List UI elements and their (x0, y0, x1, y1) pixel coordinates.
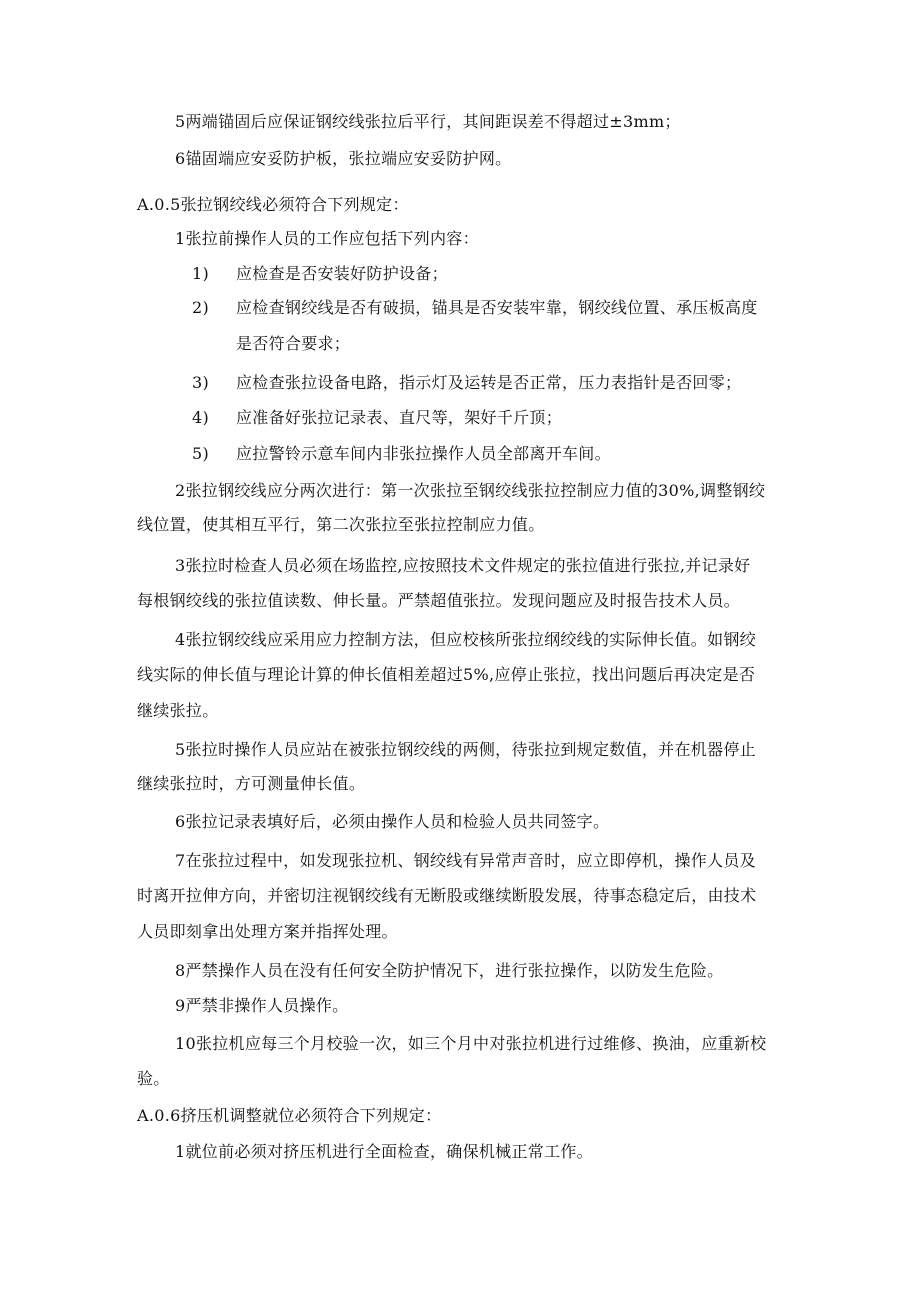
section-a06-heading: A.0.6挤压机调整就位必须符合下列规定： (137, 1106, 442, 1125)
a05-paragraph-2-line-2: 线位置，使其相互平行，第二次张拉至张拉控制应力值。 (137, 515, 545, 534)
sub-item-number: 1) (192, 264, 210, 283)
a05-paragraph-10-line-1: 10张拉机应每三个月校验一次，如三个月中对张拉机进行过维修、换油，应重新校 (175, 1034, 767, 1053)
a05-paragraph-3-line-2: 每根钢绞线的张拉值读数、伸长量。严禁超值张拉。发现问题应及时报告技术人员。 (137, 591, 741, 610)
a05-paragraph-3-line-1: 3张拉时检查人员必须在场监控,应按照技术文件规定的张拉值进行张拉,并记录好 (175, 556, 751, 575)
a06-paragraph-1: 1就位前必须对挤压机进行全面检查，确保机械正常工作。 (175, 1142, 593, 1161)
a05-paragraph-4-line-2: 线实际的伸长值与理论计算的伸长值相差超过5%,应停止张拉，找出问题后再决定是否 (137, 665, 756, 684)
sub-item-number: 2) (192, 298, 210, 317)
a05-paragraph-7-line-1: 7在张拉过程中，如发现张拉机、钢绞线有异常声音时，应立即停机，操作人员及 (175, 851, 756, 870)
sub-item-text: 应检查是否安装好防护设备； (236, 264, 448, 283)
a05-paragraph-9: 9严禁非操作人员操作。 (175, 996, 349, 1015)
a05-paragraph-2-line-1: 2张拉钢绞线应分两次进行：第一次张拉至钢绞线张拉控制应力值的30%,调整钢绞 (175, 481, 766, 500)
a05-sub-item-3 (192, 373, 741, 393)
item-5: 5两端锚固后应保证钢绞线张拉后平行，其间距误差不得超过±3mm； (175, 112, 681, 131)
sub-item-number: 5) (192, 444, 210, 463)
a05-paragraph-4-line-1: 4张拉钢绞线应采用应力控制方法，但应校核所张拉纲绞线的实际伸长值。如钢绞 (175, 630, 756, 649)
a05-sub-item-1 (192, 264, 448, 284)
item-6: 6锚固端应安妥防护板，张拉端应安妥防护网。 (175, 149, 512, 168)
a05-paragraph-1: 1张拉前操作人员的工作应包括下列内容： (175, 229, 479, 248)
a05-paragraph-6: 6张拉记录表填好后，必须由操作人员和检验人员共同签字。 (175, 812, 610, 831)
sub-item-text: 应检查钢绞线是否有破损，锚具是否安装牢靠，钢绞线位置、承压板高度 (236, 298, 758, 317)
sub-item-number: 3) (192, 373, 210, 392)
a05-paragraph-7-line-3: 人员即刻拿出处理方案并指挥处理。 (137, 922, 398, 941)
a05-paragraph-4-line-3: 继续张拉。 (137, 701, 219, 720)
section-a05-heading: A.0.5张拉钢绞线必须符合下列规定： (137, 195, 409, 214)
sub-item-text: 应准备好张拉记录表、直尺等，架好千斤顶； (236, 408, 563, 427)
a05-sub-item-4 (192, 408, 562, 428)
sub-item-text: 应拉警铃示意车间内非张拉操作人员全部离开车间。 (236, 444, 611, 463)
a05-paragraph-5-line-1: 5张拉时操作人员应站在被张拉钢绞线的两侧，待张拉到规定数值，并在机器停止 (175, 740, 756, 759)
sub-item-number: 4) (192, 408, 210, 427)
a05-paragraph-7-line-2: 时离开拉伸方向，并密切注视钢绞线有无断股或继续断股发展，待事态稳定后，由技术 (137, 886, 757, 905)
a05-sub-item-5 (192, 444, 611, 464)
a05-paragraph-10-line-2: 验。 (137, 1069, 170, 1088)
a05-sub-item-2-continued: 是否符合要求； (236, 334, 351, 353)
a05-paragraph-8: 8严禁操作人员在没有任何安全防护情况下，进行张拉操作，以防发生危险。 (175, 961, 724, 980)
sub-item-text: 应检查张拉设备电路，指示灯及运转是否正常，压力表指针是否回零； (236, 373, 742, 392)
a05-sub-item-2 (192, 298, 758, 318)
a05-paragraph-5-line-2: 继续张拉时，方可测量伸长值。 (137, 774, 366, 793)
